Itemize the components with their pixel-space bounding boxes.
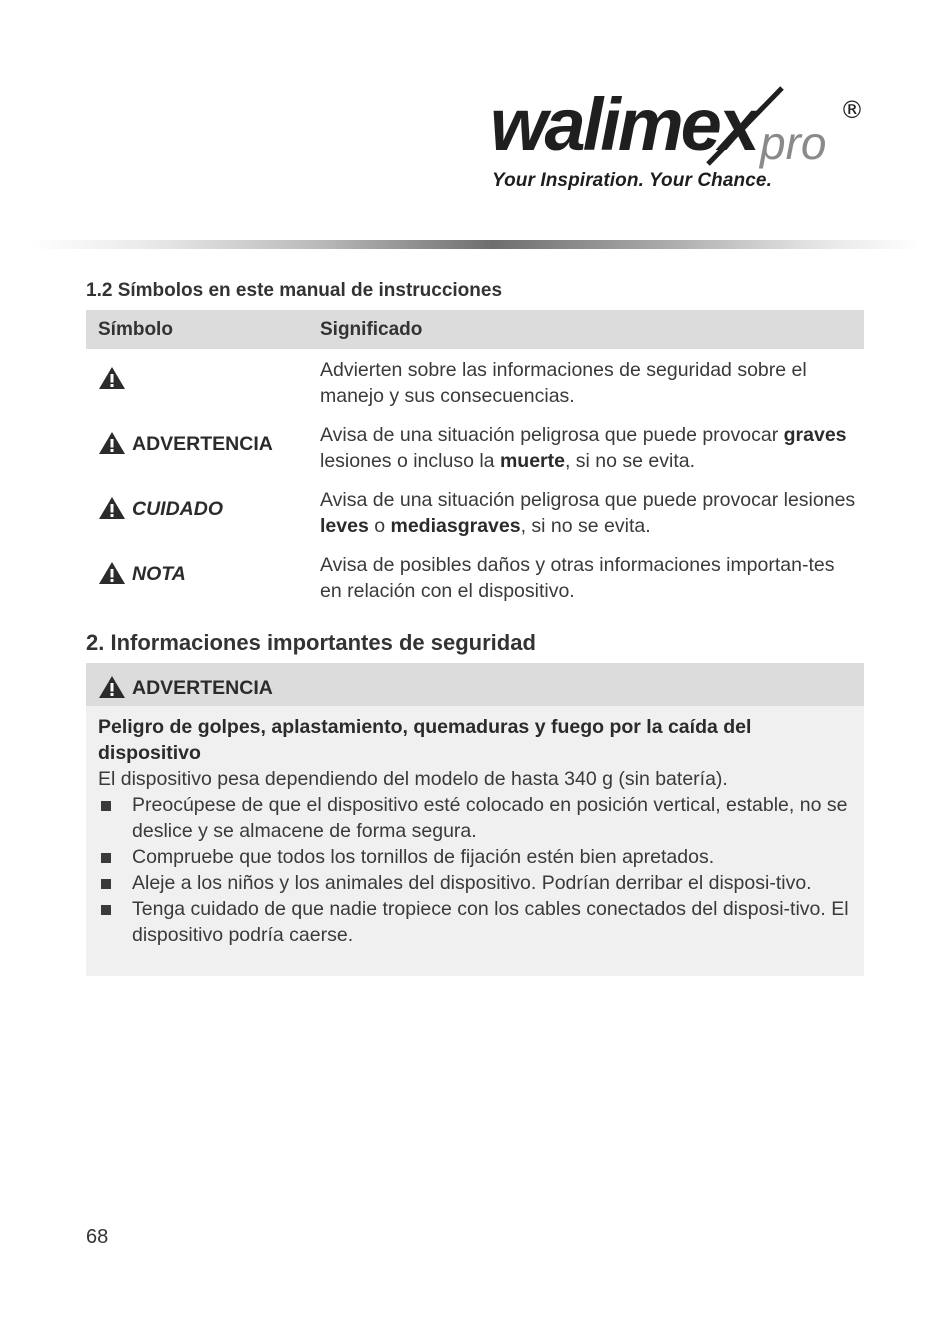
symbol-cell: [98, 431, 273, 455]
list-item: Compruebe que todos los tornillos de fijación estén bien apretados.: [98, 844, 852, 870]
table-row: [86, 544, 864, 609]
warning-box-label: ADVERTENCIA: [132, 677, 273, 699]
warning-triangle-icon: [98, 366, 126, 390]
warning-bullet-list: [98, 792, 852, 948]
table-row: [86, 349, 864, 414]
warning-triangle-icon: [98, 675, 126, 699]
warning-triangle-icon: [98, 496, 126, 520]
label-advertencia: ADVERTENCIA: [132, 433, 273, 455]
section-title-symbols: 1.2 Símbolos en este manual de instrucciones: [86, 280, 503, 301]
warning-triangle-icon: [98, 431, 126, 455]
brand-logo: [490, 84, 870, 194]
logo-pro-text: pro: [760, 117, 827, 169]
section-title-safety: 2. Informaciones importantes de seguridad: [86, 630, 536, 655]
meaning-text: Avisa de una situación peligrosa que puede provocar lesiones leves o mediasgraves, si no se evita.: [320, 489, 856, 537]
bullet-square-icon: [101, 853, 111, 863]
warning-heading: Peligro de golpes, aplastamiento, quemaduras y fuego por la caída del dispositivo: [98, 716, 752, 764]
label-nota: NOTA: [132, 563, 186, 585]
warning-triangle-icon: [98, 561, 126, 585]
brand-slogan: Your Inspiration. Your Chance.: [492, 170, 772, 191]
page-number: 68: [86, 1226, 109, 1248]
list-item: Tenga cuidado de que nadie tropiece con los cables conectados del disposi-tivo. El dispositivo podría caerse.: [98, 896, 852, 948]
bullet-square-icon: [101, 879, 111, 889]
symbol-cell: [98, 496, 223, 520]
warning-box-body: [86, 706, 864, 948]
warning-intro: El dispositivo pesa dependiendo del modelo de hasta 340 g (sin batería).: [98, 768, 728, 790]
bullet-square-icon: [101, 801, 111, 811]
symbol-cell: [98, 561, 186, 585]
header-meaning: Significado: [320, 319, 423, 340]
table-row: [86, 414, 864, 479]
warning-box: [86, 663, 864, 976]
registered-mark: ®: [840, 96, 864, 124]
warning-box-symbol: [98, 675, 273, 699]
list-item: Preocúpese de que el dispositivo esté colocado en posición vertical, estable, no se deslice y se almacene de forma segura.: [98, 792, 852, 844]
symbol-cell: [98, 366, 126, 390]
table-row: [86, 479, 864, 544]
warning-box-header: [86, 663, 864, 706]
meaning-text: Avisa de posibles daños y otras informaciones importan-tes en relación con el dispositivo.: [320, 554, 835, 602]
walimex-pro-logo: [490, 84, 870, 174]
logo-walimex-text: walimex: [490, 84, 757, 166]
table-header: [86, 310, 864, 349]
meaning-text: Advierten sobre las informaciones de seguridad sobre el manejo y sus consecuencias.: [320, 359, 807, 407]
label-cuidado: CUIDADO: [132, 498, 223, 520]
bullet-square-icon: [101, 905, 111, 915]
header-divider: [30, 240, 920, 249]
meaning-text: Avisa de una situación peligrosa que puede provocar graves lesiones o incluso la muerte, si no se evita.: [320, 424, 847, 472]
header-symbol: Símbolo: [98, 319, 173, 340]
list-item: Aleje a los niños y los animales del dispositivo. Podrían derribar el disposi-tivo.: [98, 870, 852, 896]
symbols-table: [86, 310, 864, 609]
